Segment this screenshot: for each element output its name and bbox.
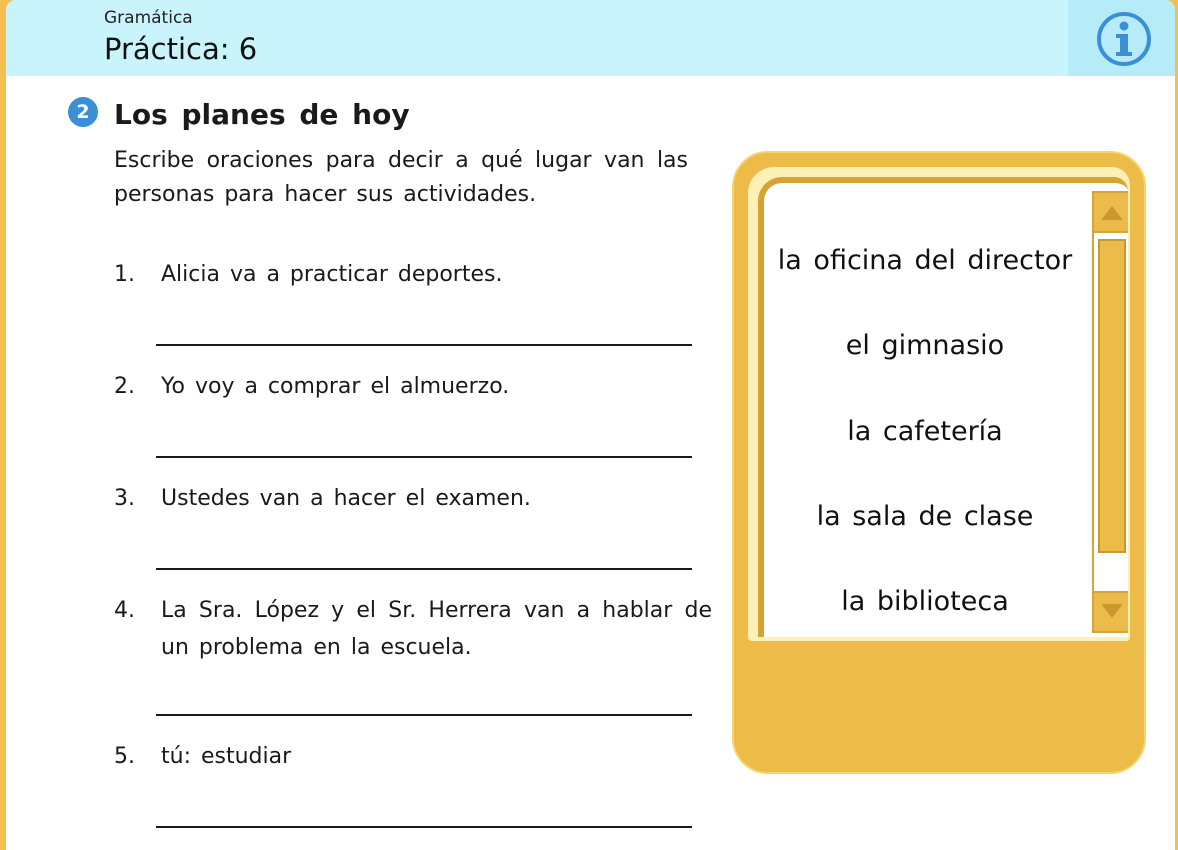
question-text: La Sra. López y el Sr. Herrera van a hablar de un problema en la escuela. <box>161 598 712 660</box>
activity-instructions: Escribe oraciones para decir a qué lugar van las personas para hacer sus actividades. <box>114 148 688 207</box>
word-bank-frame <box>748 167 1130 641</box>
scroll-thumb[interactable] <box>1098 239 1126 553</box>
info-icon[interactable] <box>1096 11 1152 67</box>
word-bank-list <box>758 177 1128 637</box>
answer-field-5[interactable] <box>156 800 692 828</box>
question-text: Yo voy a comprar el almuerzo. <box>161 374 510 399</box>
question-text: tú: estudiar <box>161 744 292 769</box>
word-bank-option[interactable]: la sala de clase <box>816 501 1034 532</box>
answer-field-1[interactable] <box>156 318 692 346</box>
question-number: 1. <box>114 262 135 287</box>
question-number: 5. <box>114 744 135 769</box>
section-label: Gramática <box>104 8 193 28</box>
question-text: Alicia va a practicar deportes. <box>161 262 503 287</box>
triangle-down-icon <box>1094 593 1128 631</box>
word-bank-option[interactable]: el gimnasio <box>845 330 1005 361</box>
worksheet-page <box>6 0 1175 850</box>
question-number: 3. <box>114 486 135 511</box>
word-bank-panel <box>732 151 1146 774</box>
triangle-up-icon <box>1094 193 1128 231</box>
page-title: Práctica: 6 <box>104 32 258 66</box>
word-bank-option[interactable]: la oficina del director <box>777 245 1073 276</box>
question-number: 2. <box>114 374 135 399</box>
info-panel <box>1068 0 1175 76</box>
word-bank-scrollbar[interactable] <box>1092 191 1128 633</box>
scroll-down-button[interactable] <box>1094 591 1128 631</box>
activity-title: Los planes de hoy <box>114 98 410 131</box>
header-bar <box>6 0 1175 76</box>
scroll-up-button[interactable] <box>1094 193 1128 233</box>
answer-field-2[interactable] <box>156 430 692 458</box>
question-text: Ustedes van a hacer el examen. <box>161 486 531 511</box>
word-bank-option[interactable]: la cafetería <box>847 416 1003 447</box>
word-bank-option[interactable]: la biblioteca <box>841 586 1009 617</box>
answer-field-3[interactable] <box>156 542 692 570</box>
answer-field-4[interactable] <box>156 688 692 716</box>
activity-number-badge: 2 <box>68 97 98 127</box>
question-number: 4. <box>114 598 135 623</box>
